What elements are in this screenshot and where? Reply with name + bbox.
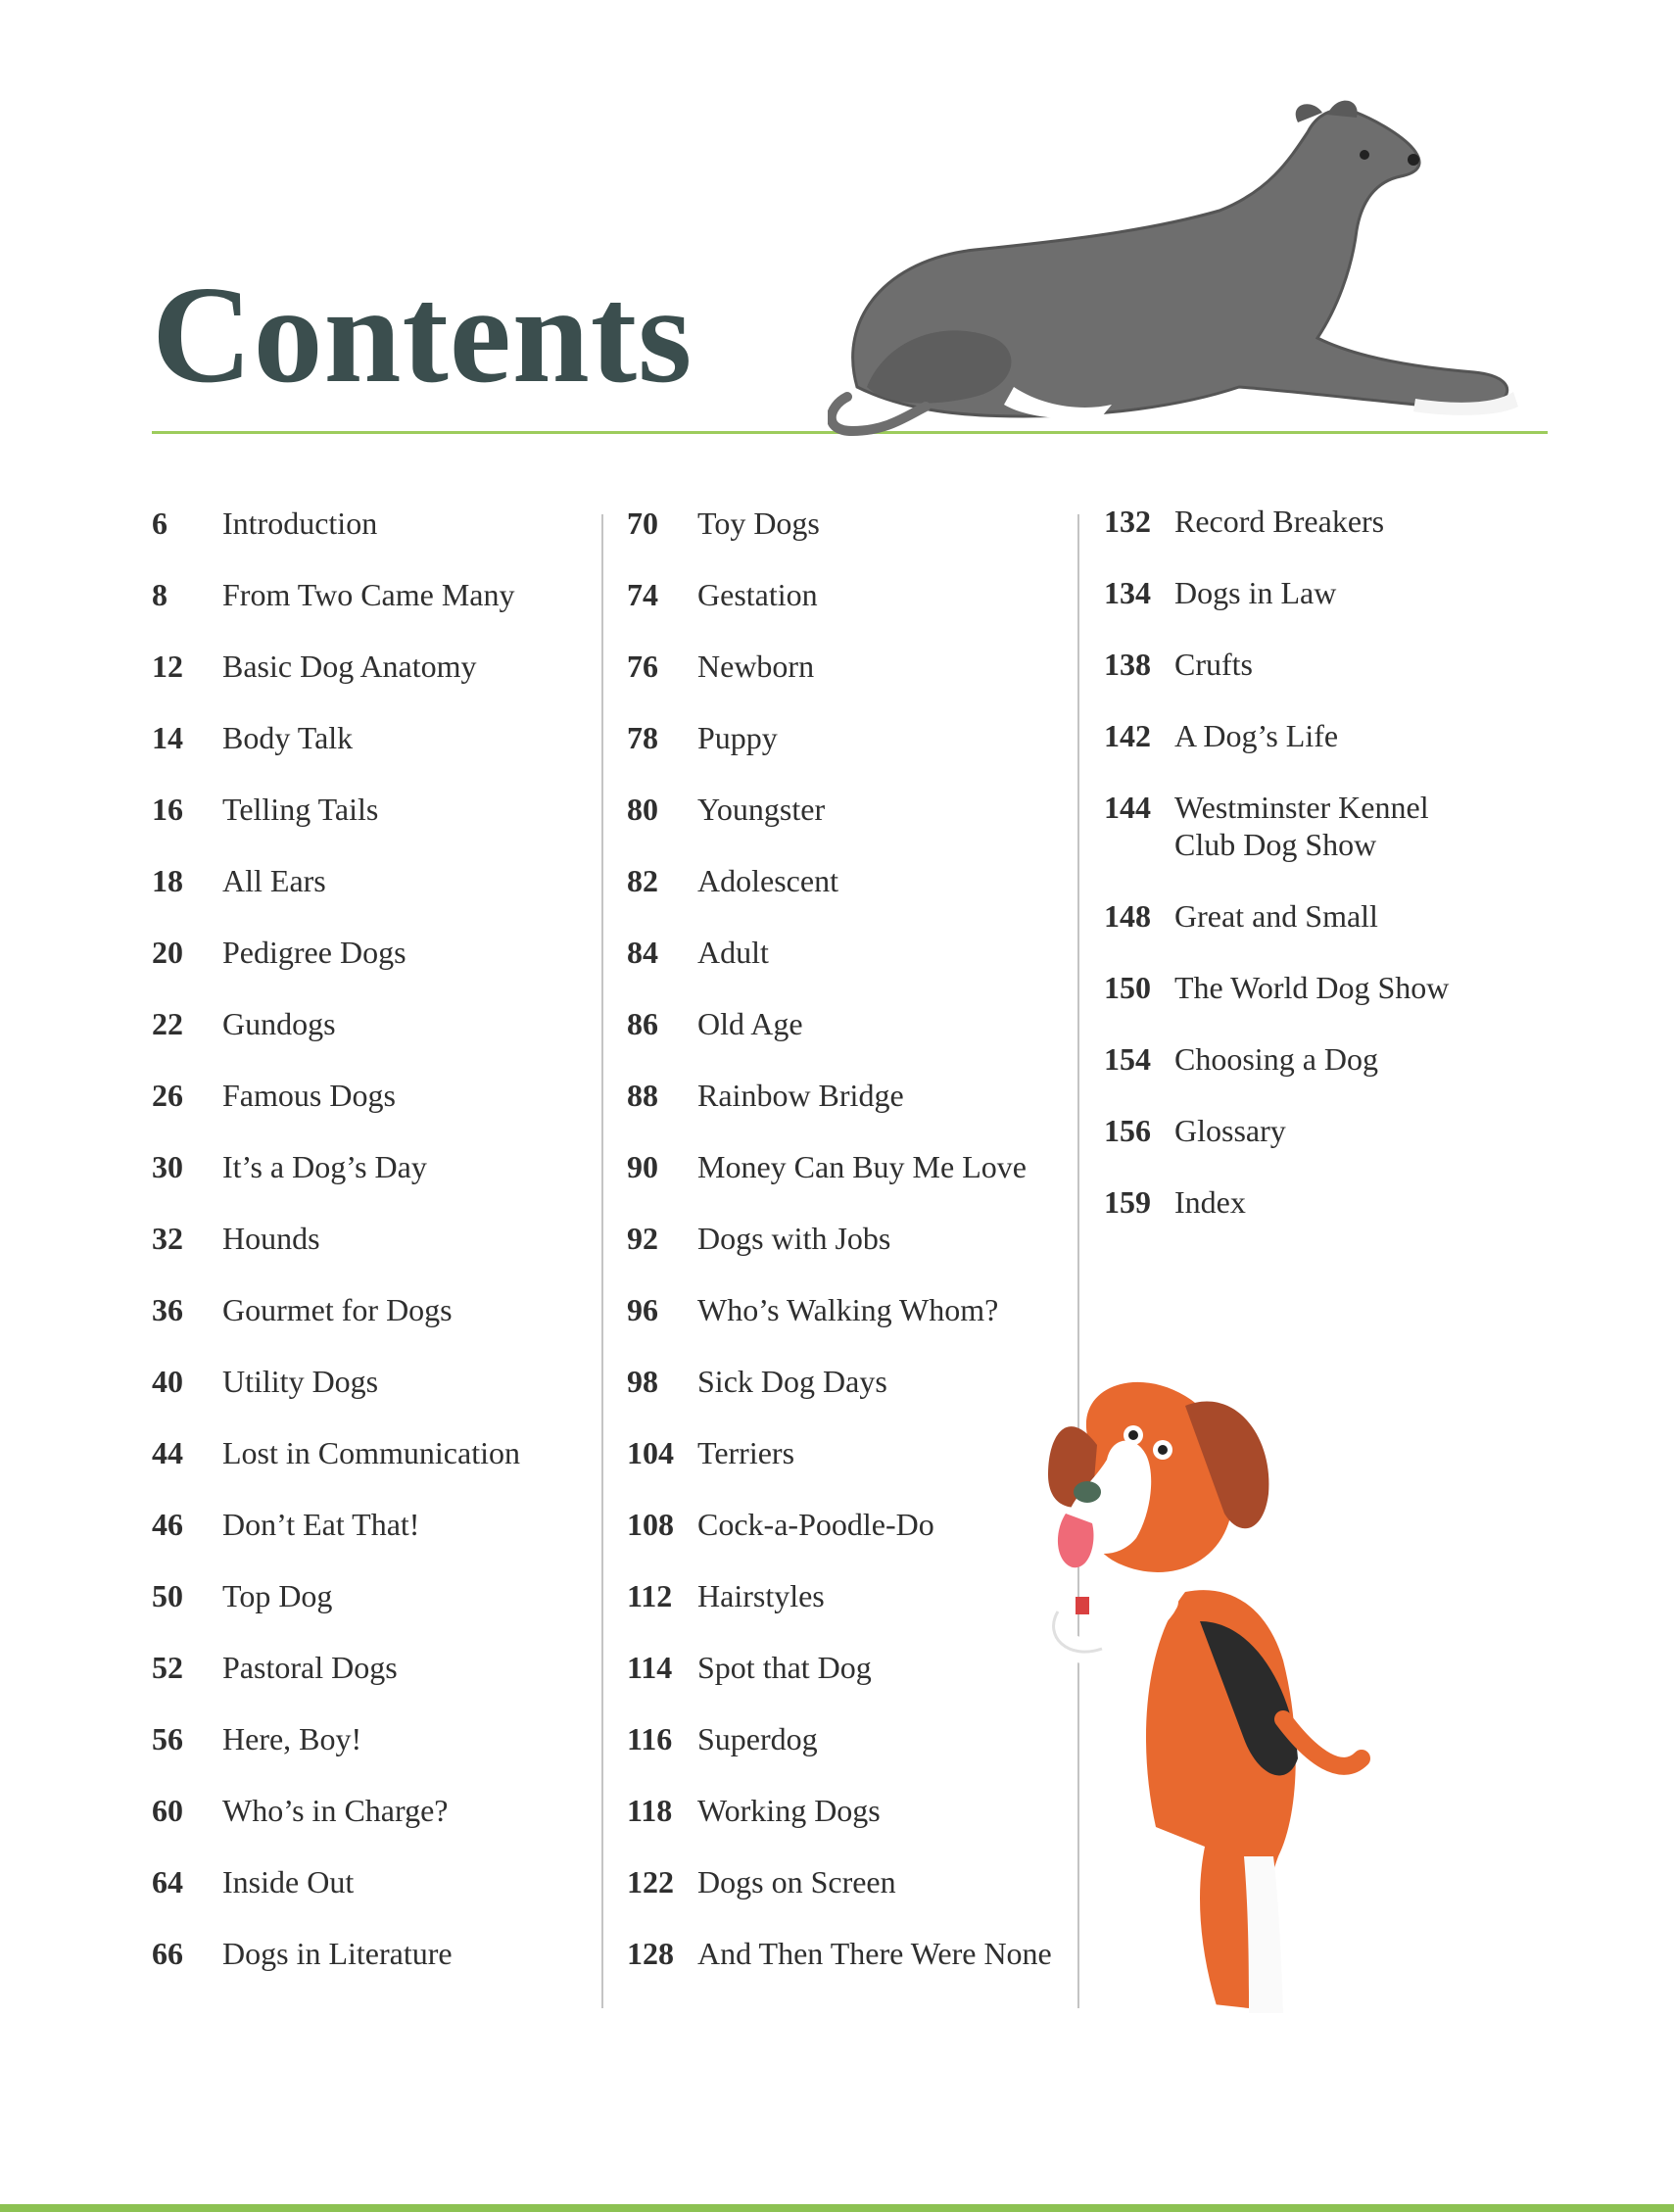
- toc-entry[interactable]: [152, 576, 514, 613]
- page-number: 60: [152, 1793, 183, 1828]
- entry-title: Cock-a-Poodle-Do: [697, 1507, 934, 1542]
- beagle-illustration: [1038, 1367, 1391, 2028]
- toc-entry[interactable]: [1104, 789, 1459, 863]
- toc-entry[interactable]: [627, 1005, 803, 1042]
- toc-entry[interactable]: [152, 1649, 398, 1686]
- page-number: 98: [627, 1364, 658, 1399]
- toc-entry[interactable]: [627, 862, 838, 899]
- entry-title: Glossary: [1174, 1113, 1286, 1148]
- toc-entry[interactable]: [627, 1077, 904, 1114]
- toc-entry[interactable]: [152, 1792, 448, 1829]
- toc-entry[interactable]: [152, 1935, 453, 1972]
- toc-entry[interactable]: [1104, 1040, 1378, 1078]
- entry-title: Gourmet for Dogs: [222, 1292, 453, 1327]
- toc-entry[interactable]: [152, 505, 377, 542]
- greyhound-illustration: [828, 93, 1543, 456]
- toc-entry[interactable]: [152, 1506, 419, 1543]
- page-number: 159: [1104, 1184, 1151, 1220]
- toc-entry[interactable]: [152, 1577, 332, 1614]
- toc-entry[interactable]: [627, 576, 818, 613]
- page-number: 26: [152, 1078, 183, 1113]
- toc-entry[interactable]: [1104, 574, 1336, 611]
- page-number: 20: [152, 935, 183, 970]
- entry-title: Pedigree Dogs: [222, 935, 407, 970]
- toc-entry[interactable]: [627, 1792, 881, 1829]
- toc-entry[interactable]: [1104, 1112, 1286, 1149]
- entry-title: From Two Came Many: [222, 577, 515, 612]
- page-number: 132: [1104, 504, 1151, 539]
- entry-title: Body Talk: [222, 720, 354, 755]
- entry-title: Index: [1174, 1184, 1246, 1220]
- toc-entry[interactable]: [627, 648, 814, 685]
- page-number: 84: [627, 935, 658, 970]
- toc-entry[interactable]: [1104, 717, 1338, 754]
- entry-title: Choosing a Dog: [1174, 1041, 1378, 1077]
- entry-title: All Ears: [222, 863, 326, 898]
- toc-entry[interactable]: [627, 791, 825, 828]
- entry-title: Adult: [697, 935, 769, 970]
- page-number: 52: [152, 1650, 183, 1685]
- toc-entry[interactable]: [627, 934, 769, 971]
- entry-title: Basic Dog Anatomy: [222, 649, 477, 684]
- toc-entry[interactable]: [1104, 969, 1449, 1006]
- entry-title: Famous Dogs: [222, 1078, 396, 1113]
- page-number: 154: [1104, 1041, 1151, 1077]
- page-number: 12: [152, 649, 183, 684]
- toc-entry[interactable]: [627, 1506, 934, 1543]
- page-number: 64: [152, 1864, 183, 1899]
- page-number: 32: [152, 1221, 183, 1256]
- entry-title: Who’s Walking Whom?: [697, 1292, 999, 1327]
- entry-title: Spot that Dog: [697, 1650, 872, 1685]
- page-number: 46: [152, 1507, 183, 1542]
- entry-title: Dogs on Screen: [697, 1864, 896, 1899]
- entry-title: Toy Dogs: [697, 505, 820, 541]
- entry-title: Top Dog: [222, 1578, 333, 1613]
- page-number: 14: [152, 720, 183, 755]
- toc-entry[interactable]: [627, 1935, 1052, 1972]
- column-divider-1: [601, 514, 603, 2008]
- entry-title: Introduction: [222, 505, 378, 541]
- toc-entry[interactable]: [152, 1434, 520, 1471]
- entry-title: Don’t Eat That!: [222, 1507, 420, 1542]
- page-number: 116: [627, 1721, 673, 1756]
- page-number: 150: [1104, 970, 1151, 1005]
- page-number: 56: [152, 1721, 183, 1756]
- page-number: 112: [627, 1578, 673, 1613]
- entry-title: Inside Out: [222, 1864, 355, 1899]
- entry-title: Puppy: [697, 720, 778, 755]
- entry-title: Lost in Communication: [222, 1435, 520, 1470]
- toc-entry[interactable]: [152, 1220, 320, 1257]
- page-number: 156: [1104, 1113, 1151, 1148]
- toc-entry[interactable]: [152, 934, 407, 971]
- toc-entry[interactable]: [627, 719, 778, 756]
- entry-title: Working Dogs: [697, 1793, 881, 1828]
- entry-title: Crufts: [1174, 647, 1253, 682]
- page-number: 80: [627, 792, 658, 827]
- page-number: 138: [1104, 647, 1151, 682]
- entry-title: Youngster: [697, 792, 826, 827]
- toc-entry[interactable]: [1104, 646, 1253, 683]
- page-number: 148: [1104, 898, 1151, 934]
- entry-title: Utility Dogs: [222, 1364, 379, 1399]
- entry-title: Hairstyles: [697, 1578, 825, 1613]
- page-number: 118: [627, 1793, 673, 1828]
- page-number: 142: [1104, 718, 1151, 753]
- toc-entry[interactable]: [627, 1863, 896, 1900]
- entry-title: Dogs in Literature: [222, 1936, 453, 1971]
- entry-title: Adolescent: [697, 863, 838, 898]
- entry-title: Here, Boy!: [222, 1721, 362, 1756]
- toc-entry[interactable]: [1104, 1183, 1246, 1221]
- entry-title: Record Breakers: [1174, 504, 1385, 539]
- page-number: 86: [627, 1006, 658, 1041]
- page-number: 70: [627, 505, 658, 541]
- entry-title: Old Age: [697, 1006, 803, 1041]
- entry-title: Money Can Buy Me Love: [697, 1149, 1027, 1184]
- entry-title: Rainbow Bridge: [697, 1078, 904, 1113]
- entry-title: Telling Tails: [222, 792, 379, 827]
- toc-entry[interactable]: [152, 862, 326, 899]
- entry-title: Westminster Kennel Club Dog Show: [1174, 790, 1429, 862]
- entry-title: Hounds: [222, 1221, 320, 1256]
- page-number: 66: [152, 1936, 183, 1971]
- entry-title: Who’s in Charge?: [222, 1793, 449, 1828]
- page-number: 96: [627, 1292, 658, 1327]
- page-number: 18: [152, 863, 183, 898]
- toc-entry[interactable]: [627, 1720, 818, 1757]
- page-number: 78: [627, 720, 658, 755]
- page-number: 36: [152, 1292, 183, 1327]
- toc-entry[interactable]: [152, 1720, 361, 1757]
- page-number: 122: [627, 1864, 674, 1899]
- toc-entry[interactable]: [627, 1649, 872, 1686]
- toc-entry[interactable]: [627, 1577, 825, 1614]
- entry-title: Terriers: [697, 1435, 795, 1470]
- toc-entry[interactable]: [152, 1863, 354, 1900]
- entry-title: Sick Dog Days: [697, 1364, 887, 1399]
- page-number: 90: [627, 1149, 658, 1184]
- toc-entry[interactable]: [152, 1148, 427, 1185]
- page-number: 114: [627, 1650, 673, 1685]
- toc-entry[interactable]: [152, 1363, 378, 1400]
- toc-entry[interactable]: [627, 1148, 1027, 1185]
- page-number: 76: [627, 649, 658, 684]
- page-number: 44: [152, 1435, 183, 1470]
- toc-entry[interactable]: [152, 791, 378, 828]
- page-number: 144: [1104, 790, 1151, 825]
- entry-title: Dogs in Law: [1174, 575, 1337, 610]
- toc-entry[interactable]: [627, 1363, 887, 1400]
- page-number: 40: [152, 1364, 183, 1399]
- toc-entry[interactable]: [152, 1077, 396, 1114]
- page-number: 88: [627, 1078, 658, 1113]
- toc-entry[interactable]: [152, 1005, 336, 1042]
- toc-entry[interactable]: [152, 1291, 453, 1328]
- page-number: 8: [152, 577, 167, 612]
- entry-title: The World Dog Show: [1174, 970, 1450, 1005]
- page-number: 74: [627, 577, 658, 612]
- toc-entry[interactable]: [627, 1434, 794, 1471]
- entry-title: Pastoral Dogs: [222, 1650, 398, 1685]
- entry-title: Newborn: [697, 649, 815, 684]
- page-number: 16: [152, 792, 183, 827]
- page-number: 108: [627, 1507, 674, 1542]
- toc-entry[interactable]: [627, 1291, 998, 1328]
- page-number: 92: [627, 1221, 658, 1256]
- footer-rule: [0, 2204, 1674, 2212]
- page-number: 134: [1104, 575, 1151, 610]
- entry-title: And Then There Were None: [697, 1936, 1052, 1971]
- entry-title: Gundogs: [222, 1006, 336, 1041]
- entry-title: A Dog’s Life: [1174, 718, 1339, 753]
- entry-title: It’s a Dog’s Day: [222, 1149, 427, 1184]
- page-number: 50: [152, 1578, 183, 1613]
- page-title: Contents: [152, 257, 694, 411]
- toc-entry[interactable]: [1104, 897, 1378, 935]
- toc-entry[interactable]: [627, 1220, 890, 1257]
- page-number: 128: [627, 1936, 674, 1971]
- toc-entry[interactable]: [627, 505, 820, 542]
- entry-title: Great and Small: [1174, 898, 1378, 934]
- page-number: 82: [627, 863, 658, 898]
- toc-entry[interactable]: [152, 719, 353, 756]
- page-number: 6: [152, 505, 167, 541]
- toc-entry[interactable]: [152, 648, 477, 685]
- toc-entry[interactable]: [1104, 503, 1384, 540]
- page-number: 30: [152, 1149, 183, 1184]
- entry-title: Dogs with Jobs: [697, 1221, 891, 1256]
- entry-title: Superdog: [697, 1721, 818, 1756]
- page-number: 104: [627, 1435, 674, 1470]
- entry-title: Gestation: [697, 577, 818, 612]
- page-number: 22: [152, 1006, 183, 1041]
